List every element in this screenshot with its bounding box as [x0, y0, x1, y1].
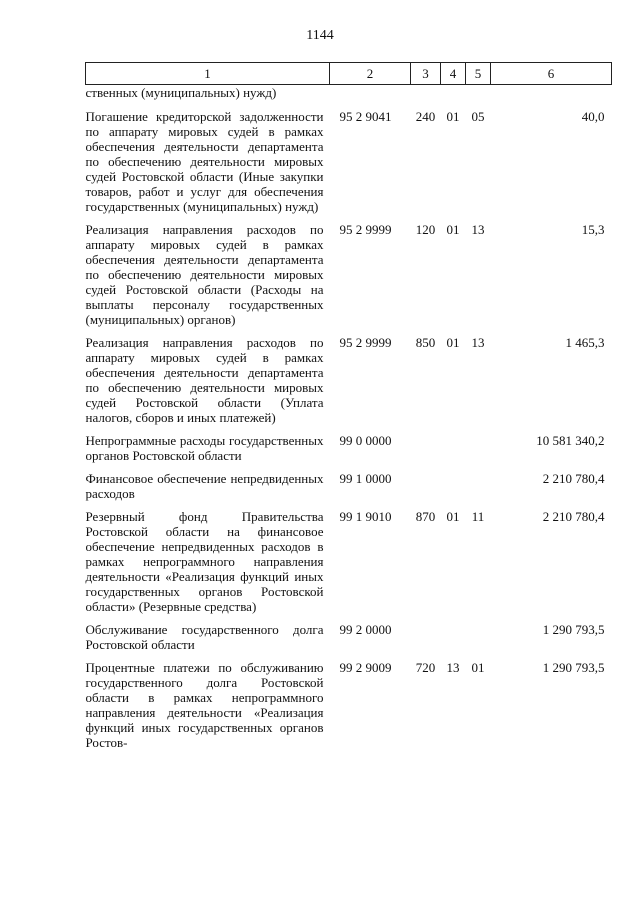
row-rz [441, 463, 466, 501]
continuation-row [86, 85, 612, 102]
header-col-6: 6 [491, 63, 612, 85]
row-vr [411, 463, 441, 501]
row-vr: 850 [415, 335, 436, 350]
header-col-3: 3 [411, 63, 441, 85]
header-col-5: 5 [466, 63, 491, 85]
row-pr: 13 [471, 222, 485, 237]
row-vr: 240 [415, 109, 436, 124]
row-sum: 2 210 780,4 [542, 471, 605, 486]
page-number: 1144 [306, 28, 334, 43]
row-csr: 99 1 9010 [339, 509, 392, 524]
budget-table [85, 62, 612, 750]
row-sum: 15,3 [581, 222, 605, 237]
table-row [86, 614, 612, 652]
row-name: Погашение кредиторской задолженности по аппарату мировых судей в рамках обеспечения деятельности департамента по обеспечению деятельности мировых судей Ростовской области (Иные закупки товаров, работ и услуг для обеспечения государственных (муниципальных) нужд) [85, 109, 324, 214]
row-vr [411, 614, 441, 652]
row-rz: 01 [446, 222, 460, 237]
row-csr: 99 0 0000 [339, 433, 392, 448]
row-pr [466, 614, 491, 652]
header-col-1: 1 [86, 63, 330, 85]
row-name: Резервный фонд Правительства Ростовской области на финансовое обеспечение непредвиденных расходов в рамках непрограммного направления деятельности «Реализация функций иных государственных органов Ростовской области» (Резервные средства) [85, 509, 324, 614]
row-csr: 95 2 9041 [339, 109, 392, 124]
row-pr: 13 [471, 335, 485, 350]
row-csr: 99 2 9009 [339, 660, 392, 675]
row-sum: 2 210 780,4 [542, 509, 605, 524]
row-rz [441, 425, 466, 463]
table-header-row [86, 63, 612, 85]
row-pr [466, 463, 491, 501]
row-sum: 10 581 340,2 [536, 433, 605, 448]
row-name: Реализация направления расходов по аппарату мировых судей в рамках обеспечения деятельности департамента по обеспечению деятельности мировых судей Ростовской области (Расходы на выплаты персоналу государственных (муниципальных) органов) [85, 222, 324, 327]
row-vr: 720 [415, 660, 436, 675]
row-pr: 05 [471, 109, 485, 124]
header-col-2: 2 [330, 63, 411, 85]
table-row [86, 214, 612, 327]
row-rz: 13 [446, 660, 460, 675]
row-rz [441, 614, 466, 652]
row-sum: 40,0 [581, 109, 605, 124]
table-row [86, 501, 612, 614]
row-vr [411, 425, 441, 463]
row-csr: 95 2 9999 [339, 335, 392, 350]
row-vr: 120 [415, 222, 436, 237]
row-pr: 11 [471, 509, 485, 524]
row-pr: 01 [471, 660, 485, 675]
row-rz: 01 [446, 509, 460, 524]
row-rz: 01 [446, 335, 460, 350]
row-name: Процентные платежи по обслуживанию государственного долга Ростовской области в рамках непрограммного направления деятельности «Реализация функций иных государственных органов Ростов- [85, 660, 324, 750]
row-csr: 99 2 0000 [339, 622, 392, 637]
row-pr [466, 425, 491, 463]
row-sum: 1 290 793,5 [542, 660, 605, 675]
continuation-text: ственных (муниципальных) нужд) [85, 85, 277, 100]
row-name: Непрограммные расходы государственных органов Ростовской области [85, 433, 324, 463]
table-row [86, 327, 612, 425]
row-csr: 95 2 9999 [339, 222, 392, 237]
row-vr: 870 [415, 509, 436, 524]
table-row [86, 101, 612, 214]
table-row [86, 652, 612, 750]
header-col-4: 4 [441, 63, 466, 85]
row-csr: 99 1 0000 [339, 471, 392, 486]
row-name: Реализация направления расходов по аппарату мировых судей в рамках обеспечения деятельности департамента по обеспечению деятельности мировых судей Ростовской области (Уплата налогов, сборов и иных платежей) [85, 335, 324, 425]
row-rz: 01 [446, 109, 460, 124]
row-sum: 1 290 793,5 [542, 622, 605, 637]
row-sum: 1 465,3 [565, 335, 605, 350]
table-row [86, 463, 612, 501]
row-name: Финансовое обеспечение непредвиденных расходов [85, 471, 324, 501]
table-row [86, 425, 612, 463]
row-name: Обслуживание государственного долга Ростовской области [85, 622, 324, 652]
